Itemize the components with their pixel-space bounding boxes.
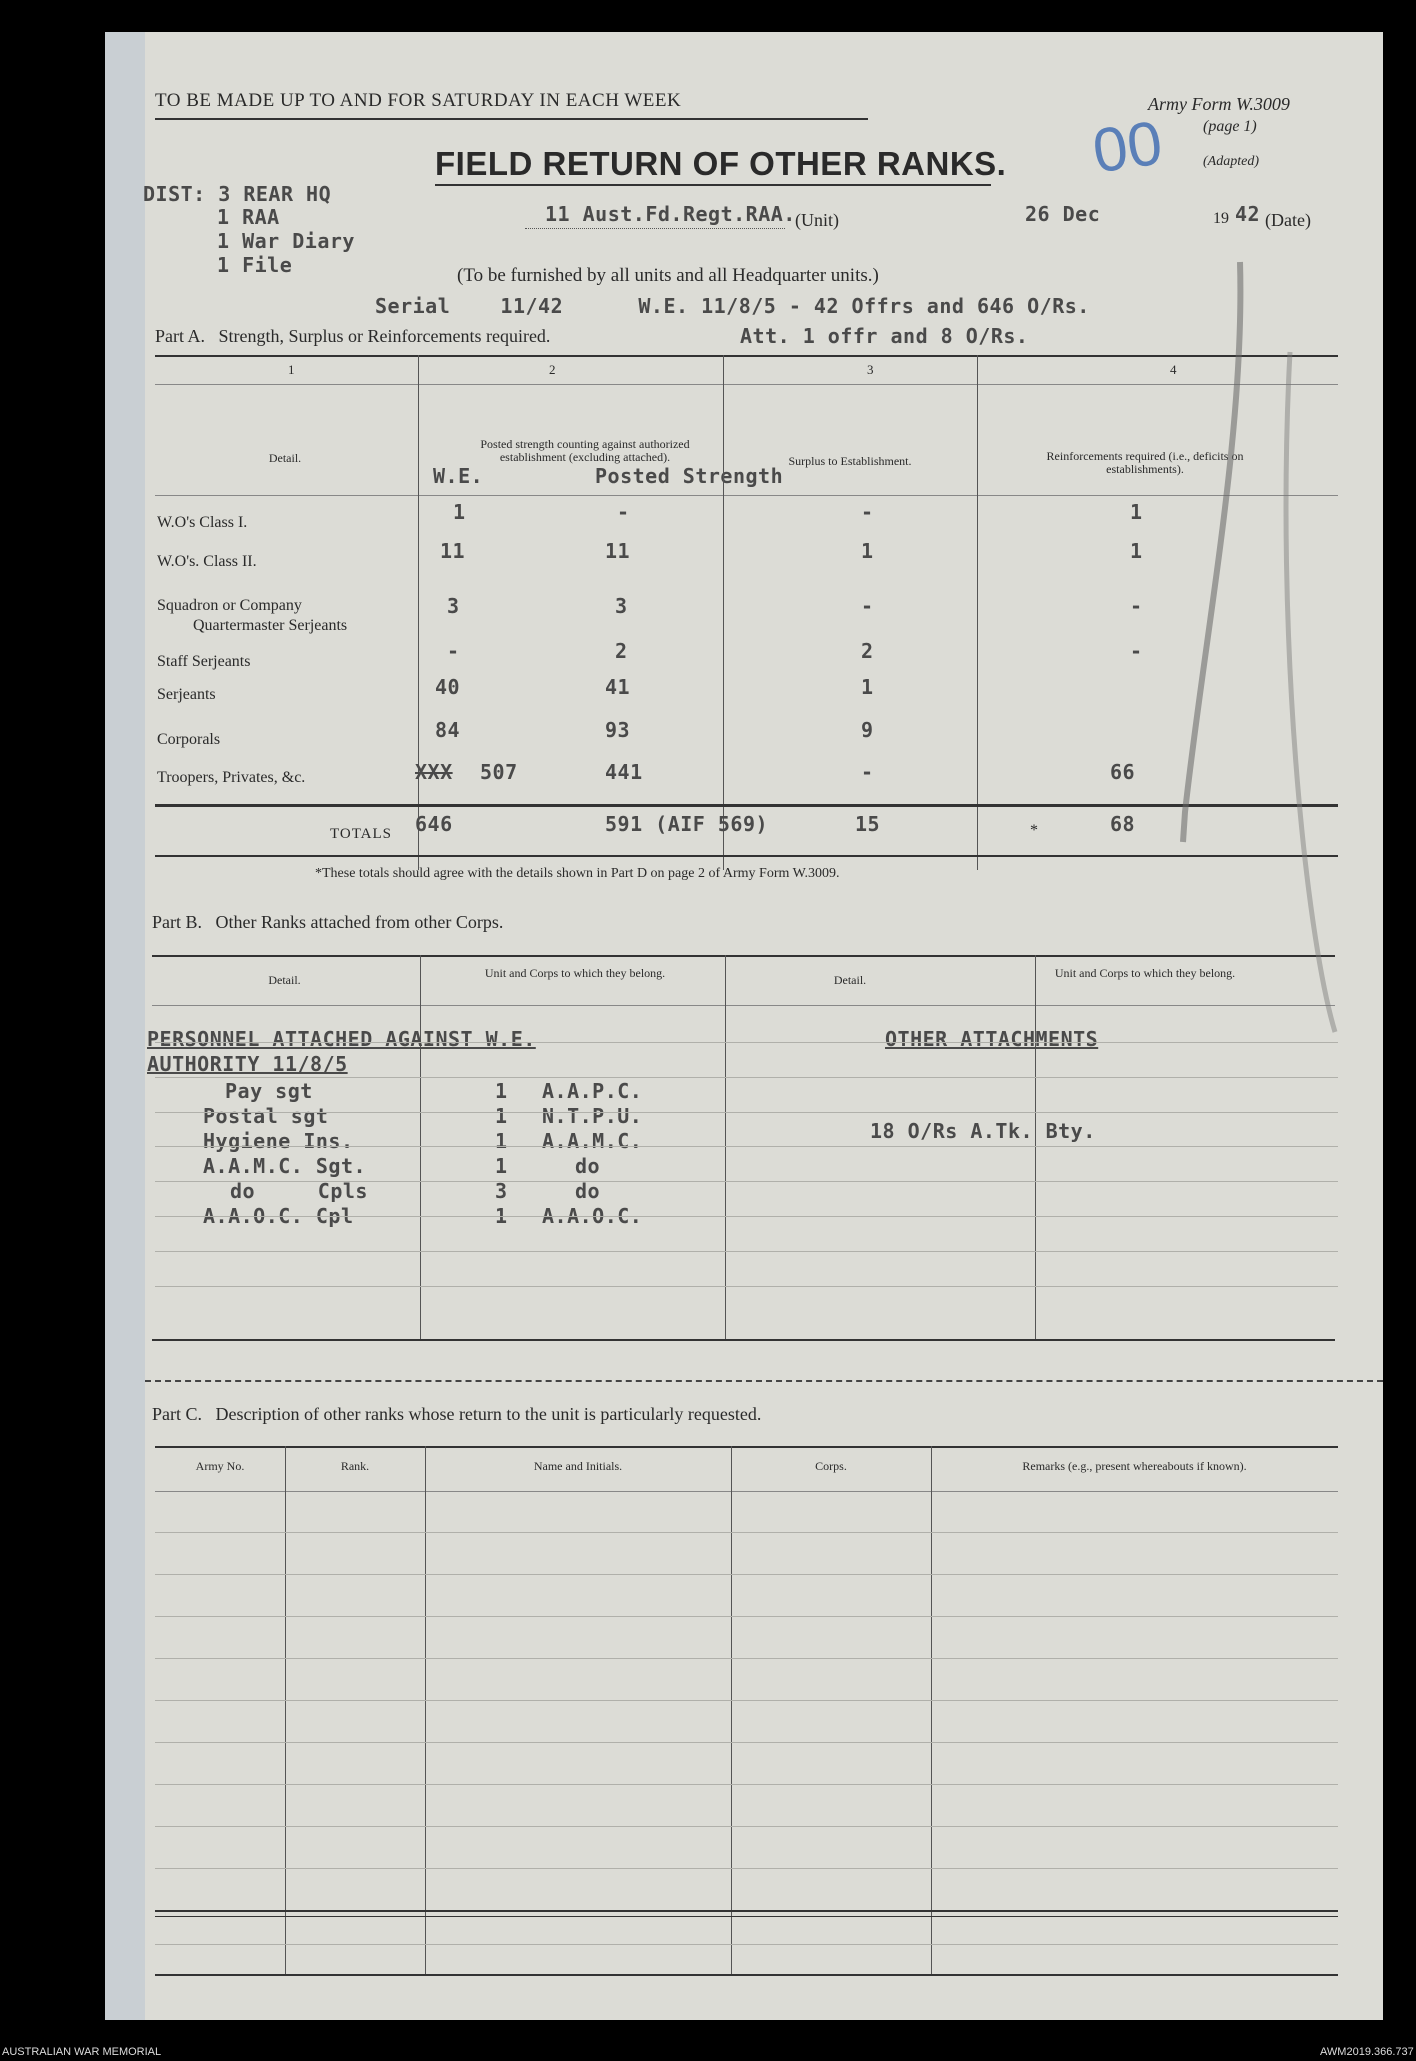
row-wo1-we: 1 — [453, 500, 466, 524]
date-value: 26 Dec — [1025, 202, 1101, 226]
row-pte-posted: 441 — [605, 760, 643, 784]
totals-we: 646 — [415, 812, 453, 836]
totals-star: * — [1030, 822, 1038, 839]
row-cpl-surplus: 9 — [861, 718, 874, 742]
serial-line: Serial 11/42 W.E. 11/8/5 - 42 Offrs and 646 O/Rs. — [375, 294, 1090, 318]
part-b-right-heading: OTHER ATTACHMENTS — [885, 1027, 1099, 1051]
part-a-label: Part A. Strength, Surplus or Reinforcements required. — [155, 326, 551, 346]
part-a-col-3-header: Surplus to Establishment. — [788, 454, 912, 468]
row-ssgt-posted: 2 — [615, 639, 628, 663]
row-cqms-posted: 3 — [615, 594, 628, 618]
part-c-label: Part C. Description of other ranks whose return to the unit is particularly requested. — [152, 1404, 762, 1424]
row-wo2-reinf: 1 — [1130, 539, 1143, 563]
part-b-col-1-header: Detail. — [268, 973, 301, 987]
row-cqms-surplus: - — [861, 594, 874, 618]
row-sgt-we: 40 — [435, 675, 461, 699]
unit-label: (Unit) — [795, 210, 839, 230]
row-pte-surplus: - — [861, 760, 874, 784]
row-cpl-detail: Corporals — [157, 731, 221, 748]
attached-detail-6: A.A.O.C. Cpl — [203, 1204, 354, 1228]
dist-line-1: DIST: 3 REAR HQ — [143, 182, 332, 206]
attached-corps-6: A.A.O.C. — [542, 1204, 643, 1228]
attached-count-2: 1 — [495, 1104, 508, 1128]
totals-label: TOTALS — [330, 826, 393, 842]
attached-count-4: 1 — [495, 1154, 508, 1178]
attached-corps-4: do — [575, 1154, 601, 1178]
row-ssgt-detail: Staff Serjeants — [157, 653, 251, 670]
typed-subhead-posted: Posted Strength — [595, 464, 784, 488]
part-b-col-4-header: Unit and Corps to which they belong. — [1054, 966, 1236, 980]
part-b-col-3-header: Detail. — [833, 973, 867, 987]
row-cpl-posted: 93 — [605, 718, 631, 742]
part-c-col-1-header: Army No. — [195, 1459, 245, 1473]
row-pte-detail: Troopers, Privates, &c. — [157, 769, 306, 786]
part-a-col-4-header: Reinforcements required (i.e., deficits on establishments). — [1046, 449, 1244, 476]
row-pte-we-struck: XXX — [415, 760, 453, 784]
attached-count-6: 1 — [495, 1204, 508, 1228]
row-wo2-detail: W.O's. Class II. — [157, 553, 257, 570]
adapted-label: (Adapted) — [1203, 154, 1259, 169]
footer-left: AUSTRALIAN WAR MEMORIAL — [2, 2046, 162, 2058]
row-ssgt-we: - — [447, 639, 460, 663]
page-title: FIELD RETURN OF OTHER RANKS. — [435, 145, 1007, 182]
row-wo2-we: 11 — [440, 539, 466, 563]
row-wo2-surplus: 1 — [861, 539, 874, 563]
row-pte-we: 507 — [480, 760, 518, 784]
row-cqms-we: 3 — [447, 594, 460, 618]
row-wo2-posted: 11 — [605, 539, 631, 563]
attached-corps-3: A.A.M.C. — [542, 1129, 643, 1153]
part-b-col-2-header: Unit and Corps to which they belong. — [484, 966, 666, 980]
part-a-col-2-header: Posted strength counting against authorized establishment (excluding attached). — [480, 437, 690, 464]
other-attachment-1: 18 O/Rs A.Tk. Bty. — [870, 1119, 1096, 1143]
attached-detail-4: A.A.M.C. Sgt. — [203, 1154, 367, 1178]
part-a-col-1-number: 1 — [288, 362, 295, 377]
part-b-left-heading-2: AUTHORITY 11/8/5 — [147, 1052, 348, 1076]
attached-line: Att. 1 offr and 8 O/Rs. — [740, 324, 1029, 348]
row-cpl-we: 84 — [435, 718, 461, 742]
pencil-marks — [105, 32, 1383, 2020]
furnish-note: (To be furnished by all units and all Headquarter units.) — [457, 265, 879, 286]
attached-corps-5: do — [575, 1179, 601, 1203]
part-c-col-3-header: Name and Initials. — [533, 1459, 623, 1473]
unit-value: 11 Aust.Fd.Regt.RAA. — [545, 202, 796, 226]
part-b-left-heading: PERSONNEL ATTACHED AGAINST W.E. — [147, 1027, 536, 1051]
row-pte-reinf: 66 — [1110, 760, 1136, 784]
part-c-col-5-header: Remarks (e.g., present whereabouts if known). — [1022, 1459, 1247, 1473]
row-ssgt-reinf: - — [1130, 639, 1143, 663]
attached-detail-5: do Cpls — [230, 1179, 368, 1203]
totals-posted: 591 (AIF 569) — [605, 812, 769, 836]
row-cqms-reinf: - — [1130, 594, 1143, 618]
army-form-label: Army Form W.3009 — [1148, 94, 1290, 114]
part-a-col-3-number: 3 — [867, 362, 874, 377]
totals-reinf: 68 — [1110, 812, 1136, 836]
part-a-col-2-number: 2 — [549, 362, 556, 377]
dist-line-3: 1 War Diary — [217, 229, 355, 253]
attached-detail-3: Hygiene Ins. — [203, 1129, 354, 1153]
part-a-col-1-header: Detail. — [268, 451, 302, 465]
totals-surplus: 15 — [855, 812, 881, 836]
dist-line-2: 1 RAA — [217, 205, 280, 229]
dist-line-4: 1 File — [217, 253, 293, 277]
attached-detail-1: Pay sgt — [225, 1079, 313, 1103]
row-wo1-reinf: 1 — [1130, 500, 1143, 524]
row-wo1-detail: W.O's Class I. — [157, 514, 248, 531]
row-sgt-posted: 41 — [605, 675, 631, 699]
part-a-col-4-number: 4 — [1170, 362, 1177, 377]
attached-count-5: 3 — [495, 1179, 508, 1203]
row-wo1-posted: - — [617, 500, 630, 524]
ink-mark: 00 — [1088, 108, 1167, 187]
year-prefix: 19 — [1213, 210, 1229, 227]
row-sgt-surplus: 1 — [861, 675, 874, 699]
footer-right: AWM2019.366.737 — [1320, 2046, 1414, 2058]
attached-detail-2: Postal sgt — [203, 1104, 329, 1128]
attached-corps-1: A.A.P.C. — [542, 1079, 643, 1103]
row-wo1-surplus: - — [861, 500, 874, 524]
year-value: 42 — [1235, 202, 1261, 226]
row-cqms-detail: Squadron or Company — [157, 597, 302, 614]
top-note: TO BE MADE UP TO AND FOR SATURDAY IN EACH WEEK — [155, 90, 682, 111]
date-label: (Date) — [1265, 210, 1311, 230]
part-c-col-4-header: Corps. — [815, 1459, 847, 1473]
document-sheet — [105, 32, 1383, 2020]
attached-count-3: 1 — [495, 1129, 508, 1153]
row-sgt-detail: Serjeants — [157, 686, 216, 703]
part-b-label: Part B. Other Ranks attached from other Corps. — [152, 912, 504, 932]
attached-count-1: 1 — [495, 1079, 508, 1103]
row-cqms-detail-2: Quartermaster Serjeants — [193, 617, 348, 634]
part-c-col-2-header: Rank. — [340, 1459, 370, 1473]
part-a-footnote: *These totals should agree with the details shown in Part D on page 2 of Army Form W.3009. — [315, 866, 840, 881]
row-ssgt-surplus: 2 — [861, 639, 874, 663]
attached-corps-2: N.T.P.U. — [542, 1104, 643, 1128]
typed-subhead-we: W.E. — [433, 464, 484, 488]
army-form-page: (page 1) — [1203, 118, 1257, 135]
